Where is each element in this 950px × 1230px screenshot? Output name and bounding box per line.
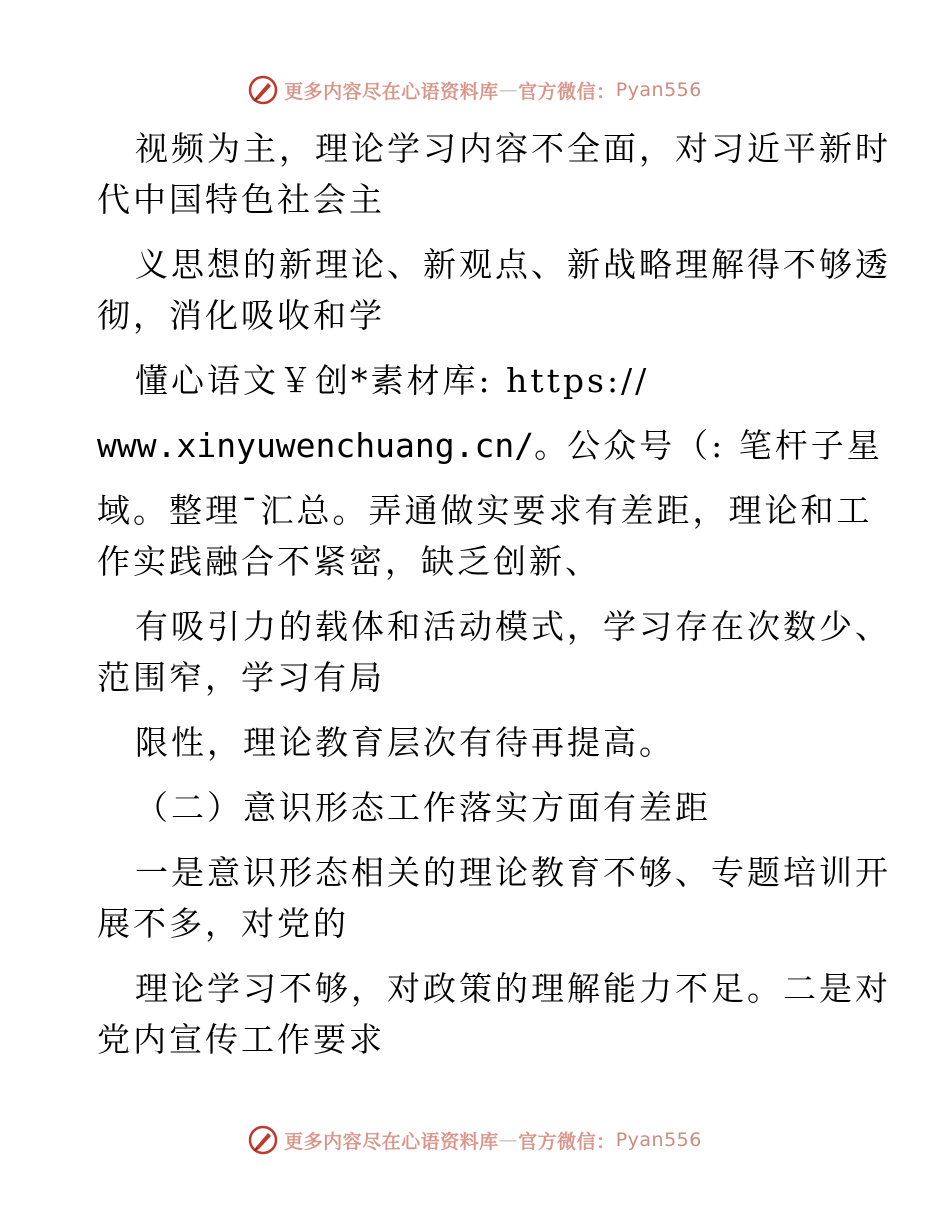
text-line: 党内宣传工作要求	[97, 1020, 385, 1059]
banner-dash: —	[498, 79, 519, 101]
banner-text-wechat-label: 官方微信：	[518, 1130, 616, 1153]
text-line: 有吸引力的载体和活动模式，学习存在次数少、	[135, 607, 891, 646]
text-line: 懂心语文￥创*素材库: https://	[135, 361, 650, 400]
text-line: 作实践融合不紧密，缺乏创新、	[97, 542, 601, 581]
text-line: 彻，消化吸收和学	[97, 296, 385, 335]
pen-logo-icon	[248, 1125, 278, 1155]
text-line: 限性，理论教育层次有待再提高。	[135, 723, 675, 762]
text-line: 义思想的新理论、新观点、新战略理解得不够透	[135, 245, 891, 284]
text-line: 域。整理¯汇总。弄通做实要求有差距，理论和工	[97, 491, 873, 530]
footer-banner	[0, 1120, 950, 1160]
section-heading: （二）意识形态工作落实方面有差距	[135, 788, 711, 827]
text-line-part: 公众号（: 笔杆子星	[567, 426, 883, 465]
header-banner	[0, 70, 950, 110]
text-line: 一是意识形态相关的理论教育不够、专题培训开	[135, 853, 891, 892]
text-line: 理论学习不够，对政策的理解能力不足。二是对	[135, 969, 891, 1008]
text-line: 展不多，对党的	[97, 904, 349, 943]
text-line: 视频为主，理论学习内容不全面，对习近平新时	[135, 129, 891, 168]
banner-text-library: 更多内容尽在心语资料库	[284, 80, 499, 103]
document-body	[97, 123, 891, 1065]
banner-text-wechat-label: 官方微信：	[518, 80, 616, 103]
text-line-url	[97, 420, 883, 471]
banner-text-wechat-id: Pyan556	[615, 1129, 702, 1151]
pen-logo-icon	[248, 75, 278, 105]
url-text: www.xinyuwenchuang.cn/。	[97, 426, 568, 465]
banner-dash: —	[498, 1129, 519, 1151]
text-line: 代中国特色社会主	[97, 180, 385, 219]
text-line: 范围窄，学习有局	[97, 658, 385, 697]
banner-text-library: 更多内容尽在心语资料库	[284, 1130, 499, 1153]
banner-text-wechat-id: Pyan556	[615, 79, 702, 101]
